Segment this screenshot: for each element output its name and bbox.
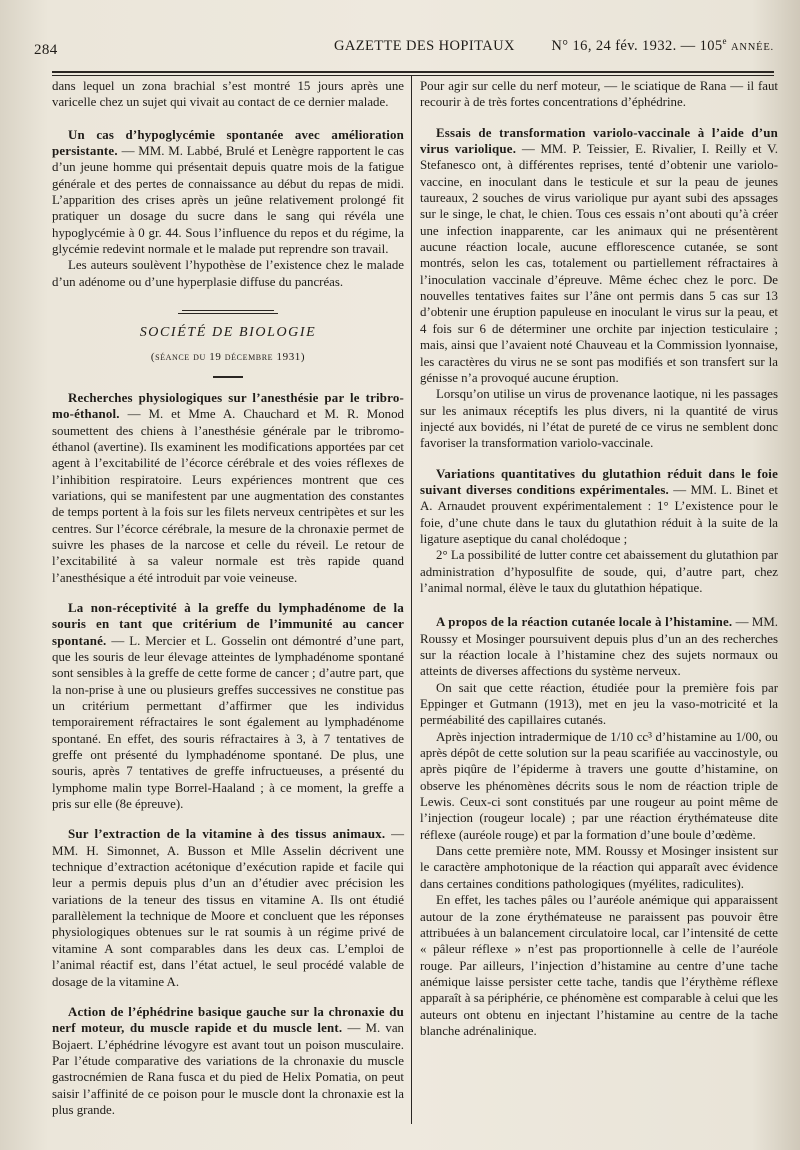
header-rule xyxy=(52,71,774,73)
left-intro-text: dans lequel un zona brachial s’est montré 15 jours après une varicelle chez un sujet qui vivait au contact de ce dernier malade. xyxy=(52,79,404,110)
header-rule-thin xyxy=(52,75,774,76)
article-paragraph: Les auteurs soulèvent l’hypothèse de l’existence chez le malade d’un adénome ou d’une hyperplasie diffuse du pancréas. xyxy=(52,258,404,289)
right-intro xyxy=(420,78,778,111)
page-header xyxy=(34,30,774,60)
column-divider xyxy=(411,76,412,1124)
article-paragraph: 2° La possibilité de lutter contre cet abaissement du glutathion par administration d’hyposulfite de soude, qui, d’autre part, chez l’animal normal, élève le taux du glutathion hépatique. xyxy=(420,548,778,595)
article-paragraph xyxy=(52,826,404,989)
article-body: — MM. L. Binet et A. Arnaudet prouvent expérimentalement : 1° L’existence pour le foie, d’une chute dans le taux du glutathion réduit à la suite de la ligature aseptique du canal cholédoque ; xyxy=(420,482,778,546)
article-vitamine xyxy=(52,826,404,989)
short-rule xyxy=(213,376,243,378)
article-paragraph: En effet, les taches pâles ou l’auréole anémique qui apparaissent autour de la zone érythémateuse ne paraissent pas pouvoir être attribuées à un balancement circulatoire local, car l’intensité de cette « pâleur réflexe » n’est pas proportionnelle à celle de l’auréole rouge. Par ailleurs, l’injection d’histamine au centre d’une tache anémique laisse persister cette tache, tandis que l’érythème réflexe apparaît à sa périphérie, ce phénomène est comparable à celui que les auteurs ont obtenu en injectant l’histamine au centre de la tache blanche adrénalinique. xyxy=(420,893,778,1038)
journal-title: GAZETTE DES HOPITAUX xyxy=(334,38,515,54)
article-paragraph xyxy=(52,1004,404,1118)
article-body: — MM. H. Simonnet, A. Busson et Mlle Asselin décrivent une technique d’extraction acétonique d’exécution rapide et facile qui leur a permis depuis plus d’un an d’étudier avec précision les variations de la teneur des tissus en vitamine A. Ils ont étudié parallèlement la technique de Moore et concluent que les réponses physiologiques obtenues sur le rat soumis à un régime privé de vitamine A sont comparables dans les deux cas. L’emploi de l’animal réactif est, dans l’état actuel, le seul procédé valable de dosage de la vitamine A. xyxy=(52,827,404,989)
right-column xyxy=(420,78,778,1039)
article-paragraph: On sait que cette réaction, étudiée pour la première fois par Eppinger et Gutmann (1913), met en jeu la vaso-motricité et la perméabilité des capillaires cutanés. xyxy=(420,680,778,728)
article-body: — MM. M. Labbé, Brulé et Lenègre rapportent le cas d’un jeune homme qui présentait depuis quatre mois de la fatigue générale et des pertes de connaissance au début du repas de midi. L’apparition des crises après un jeûne relativement prolongé fit pratiquer un dosage du sucre dans le sang qui révéla une hypoglycémie à 0 gr. 44. Sous l’influence du repos et du régime, la glycémie redevint normale et le malade put reprendre son travail. xyxy=(52,144,404,257)
article-title: Sur l’extraction de la vitamine à des tissus animaux. xyxy=(68,827,386,842)
article-title: Variations quantitatives du glutathion réduit dans le foie suivant diverses conditions expérimentales. xyxy=(420,466,778,497)
article-title: Un cas d’hypoglycémie spontanée avec amélioration persistante. xyxy=(52,127,404,159)
seance-date: (séance du 19 décembre 1931) xyxy=(150,351,306,364)
issue-info xyxy=(551,36,774,55)
article-title: Essais de transformation variolo-vaccinale à l’aide d’un virus variolique. xyxy=(420,125,778,157)
article-paragraph: Après injection intradermique de 1/10 cc³ d’histamine au 1/00, ou après dépôt de cette solution sur la peau scarifiée au vaccinostyle, ou après piqûre de l’épiderme à travers une goutte d’histamine, on observe les phénomènes décrits sous le nom de réaction triple de Lewis. Ceux-ci sont constitués par une rougeur au point même de l’injection (rougeur locale) ; par une réaction érythémateuse dite réflexe (auréole rouge) et par la formation d’une boule d’œdème. xyxy=(420,729,778,842)
left-intro xyxy=(52,78,404,111)
society-heading: SOCIÉTÉ DE BIOLOGIE xyxy=(139,325,317,341)
page-number: 284 xyxy=(34,42,58,58)
article-paragraph: Lorsqu’on utilise un virus de provenance laotique, ni les passages sur les animaux réceptifs les plus divers, ni la quantité de virus injecté aux bovidés, ni l’état de pureté de ce virus ne semblent donc favoriser la transformation variolo-vaccinale. xyxy=(420,387,778,451)
annee-label: ANNÉE. xyxy=(730,41,774,53)
article-histamine xyxy=(420,614,778,1039)
article-body: — MM. P. Teissier, E. Rivalier, I. Reilly et V. Stefanesco ont, à différentes reprises, tenté d’obtenir une variolo-vaccine, en inoculant dans le testicule et sur la peau de jeunes taureaux, 2 souches de virus variolique pur ayant subi des apssages sur le singe, le chat, le chien. Tous ces essais n’ont abouti qu’à créer une infection inapparente, car les animaux qui ne présentèrent aucune réaction locale, aucune efflorescence cutanée, se sont montrés, selon les cas, totalement ou partiellement réfractaires à l’inoculation vaccinale d’épreuve. Même échec chez le porc. De nouvelles tentatives faites sur l’âne ont permis dans 5 cas sur 13 d’obtenir une éruption papuleuse en inoculant le virus sur la peau, et 4 fois sur 6 de déterminer une orchite par injection testiculaire ; mais, ainsi que l’avaient noté Chauveau et la Commission lyonnaise, les caractères du virus ne se sont pas modifiés et son transfert sur la génisse n’a provoqué aucune éruption. xyxy=(420,142,778,385)
article-glutathion xyxy=(420,466,778,597)
section-divider xyxy=(182,310,274,311)
left-column xyxy=(52,78,404,1118)
issue-number-date: N° 16, 24 fév. 1932. — 105 xyxy=(551,37,723,54)
article-lymphadenome xyxy=(52,600,404,812)
article-title: A propos de la réaction cutanée locale à l’histamine. xyxy=(436,615,733,630)
article-paragraph xyxy=(52,600,404,812)
article-variolo-vaccinale xyxy=(420,125,778,452)
article-body: — M. et Mme A. Chauchard et M. R. Monod soumettent des chiens à l’anesthésie générale par le tribromo-éthanol (avertine). Ils examinent les modifications apportées par cet agent à l’excitabilité de l’écorce cérébrale et des voies réflexes de l’inhibition respiratoire. Leurs expériences montrent que ces variations, qui se manifestent par une augmentation des constantes de temps portent à la fois sur les filets nerveux centripètes et sur les centres. Sur l’écorce cérébrale, la mesure de la chronaxie permet de suivre les phases de la narcose et celle du réveil. Le retour de l’excitabilité à sa valeur normale est très rapide quand l’anesthésique a été introduit par voie veineuse. xyxy=(52,407,404,585)
article-body: — L. Mercier et L. Gosselin ont démontré d’une part, que les souris de leur élevage atteintes de lymphadénome spontané sont sensibles à la greffe de cette forme de cancer ; d’autre part, que la non-prise à une ou plusieurs greffes successives ne constitue pas un critérium permettant d’affirmer que les individus temporairement réfractaires le sont également au lymphadénome spontané. En effet, des souris réfractaires à 3, à 7 tentatives de greffe ont présenté du lymphadénome spontané. De plus, une souris, après 7 tentatives de greffe infructueuses, a présenté du lymphome malin type Borrel-Haaland ; à ce moment, la greffe a pris sur elle (8e épreuve). xyxy=(52,633,404,812)
article-title: Action de l’éphédrine basique gauche sur la chronaxie du nerf moteur, du muscle rapide et du muscle lent. xyxy=(52,1004,404,1036)
article-paragraph xyxy=(420,466,778,548)
article-title: Recherches physiologiques sur l’anesthésie par le tribro-mo-éthanol. xyxy=(52,390,404,422)
article-title: La non-réceptivité à la greffe du lymphadénome de la souris en tant que critérium de l’immunité au cancer spontané. xyxy=(52,600,404,648)
right-intro-text: Pour agir sur celle du nerf moteur, — le sciatique de Rana — il faut recourir à de très fortes concentrations d’éphédrine. xyxy=(420,79,778,110)
article-paragraph xyxy=(52,127,404,258)
article-anesthesie xyxy=(52,390,404,586)
article-body: — MM. Roussy et Mosinger poursuivent depuis plus d’un an des recherches sur la réaction locale à l’histamine chez des sujets normaux ou atteints de diverses affections du système nerveux. xyxy=(420,615,778,679)
issue-sup: e xyxy=(722,36,727,46)
article-body: — M. van Bojaert. L’éphédrine lévogyre est avant tout un poison musculaire. Par l’étude comparative des variations de la chronaxie du muscle gastrocnémien de Rana fusca et du pied de Helix Pomatia, on peut saisir l’affinité de ce poison pour le muscle dont la chronaxie est la plus grande. xyxy=(52,1021,405,1117)
article-hypoglycemie xyxy=(52,127,404,290)
article-paragraph xyxy=(52,390,404,586)
article-paragraph xyxy=(420,125,778,387)
article-paragraph: Dans cette première note, MM. Roussy et Mosinger insistent sur le caractère amphotonique de la réaction qui apparaît avec évidence dans certaines conditions pathologiques (myélites, radiculites). xyxy=(420,844,778,891)
article-paragraph xyxy=(420,614,778,679)
article-ephedrine xyxy=(52,1004,404,1118)
